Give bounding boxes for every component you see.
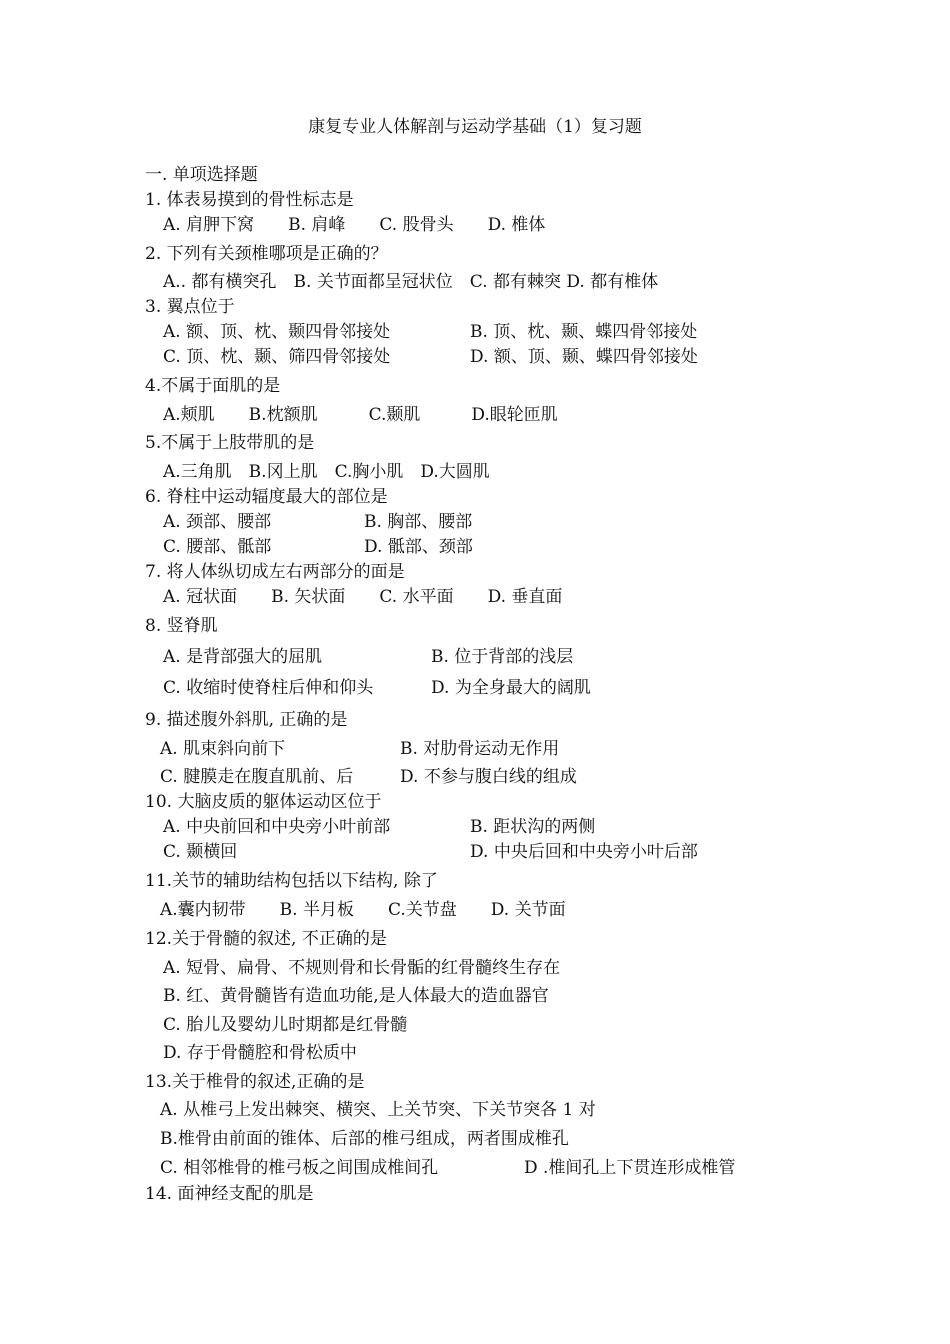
question-6-option-b: B. 胸部、腰部 [364, 512, 473, 532]
question-13-option-d: D .椎间孔上下贯连形成椎管 [524, 1158, 736, 1178]
question-8: 8. 竖脊肌 [145, 616, 218, 636]
question-10-option-d: D. 中央后回和中央旁小叶后部 [470, 842, 698, 862]
question-5: 5.不属于上肢带肌的是 [145, 433, 315, 453]
question-7: 7. 将人体纵切成左右两部分的面是 [145, 562, 405, 582]
question-14: 14. 面神经支配的肌是 [145, 1184, 314, 1204]
question-10-option-c: C. 颞横回 [163, 842, 238, 862]
question-6: 6. 脊柱中运动辐度最大的部位是 [145, 487, 388, 507]
question-12-option-b: B. 红、黄骨髓皆有造血功能,是人体最大的造血器官 [163, 986, 549, 1006]
question-13-option-c: C. 相邻椎骨的椎弓板之间围成椎间孔 [160, 1158, 439, 1178]
question-8-option-c: C. 收缩时使脊柱后伸和仰头 [163, 678, 374, 698]
question-9-option-b: B. 对肋骨运动无作用 [400, 739, 560, 759]
question-5-options: A.三角肌 B.冈上肌 C.胸小肌 D.大圆肌 [163, 462, 490, 482]
question-2-options: A.. 都有横突孔 B. 关节面都呈冠状位 C. 都有棘突 D. 都有椎体 [163, 272, 659, 292]
question-9-option-d: D. 不参与腹白线的组成 [400, 767, 577, 787]
question-11: 11.关节的辅助结构包括以下结构, 除了 [145, 871, 438, 891]
section-heading: 一. 单项选择题 [145, 165, 258, 185]
question-8-option-a: A. 是背部强大的屈肌 [163, 647, 323, 667]
question-7-options: A. 冠状面 B. 矢状面 C. 水平面 D. 垂直面 [163, 587, 563, 607]
question-6-option-c: C. 腰部、骶部 [163, 537, 272, 557]
page-title: 康复专业人体解剖与运动学基础（1）复习题 [308, 117, 642, 137]
question-3-option-d: D. 额、顶、颞、蝶四骨邻接处 [470, 347, 698, 367]
question-6-option-d: D. 骶部、颈部 [364, 537, 473, 557]
question-12-option-c: C. 胎儿及婴幼儿时期都是红骨髓 [163, 1015, 408, 1035]
question-2: 2. 下列有关颈椎哪项是正确的？ [145, 244, 388, 264]
question-11-options: A.囊内韧带 B. 半月板 C.关节盘 D. 关节面 [160, 900, 566, 920]
question-8-option-b: B. 位于背部的浅层 [431, 647, 574, 667]
question-3-option-a: A. 额、顶、枕、颞四骨邻接处 [163, 322, 391, 342]
question-9-option-c: C. 腱膜走在腹直肌前、后 [160, 767, 354, 787]
question-12-option-a: A. 短骨、扁骨、不规则骨和长骨骺的红骨髓终生存在 [163, 958, 561, 978]
question-13-option-a: A. 从椎弓上发出棘突、横突、上关节突、下关节突各 1 对 [160, 1100, 596, 1120]
question-10-option-a: A. 中央前回和中央旁小叶前部 [163, 817, 391, 837]
question-10: 10. 大脑皮质的躯体运动区位于 [145, 792, 382, 812]
question-6-option-a: A. 颈部、腰部 [163, 512, 272, 532]
question-10-option-b: B. 距状沟的两侧 [470, 817, 596, 837]
question-12-option-d: D. 存于骨髓腔和骨松质中 [163, 1043, 357, 1063]
question-9: 9. 描述腹外斜肌, 正确的是 [145, 710, 348, 730]
question-3-option-b: B. 顶、枕、颞、蝶四骨邻接处 [470, 322, 698, 342]
question-13-option-b: B.椎骨由前面的锥体、后部的椎弓组成，两者围成椎孔 [160, 1129, 569, 1149]
question-12: 12.关于骨髓的叙述, 不正确的是 [145, 929, 387, 949]
question-13: 13.关于椎骨的叙述,正确的是 [145, 1072, 365, 1092]
question-9-option-a: A. 肌束斜向前下 [160, 739, 286, 759]
question-4: 4.不属于面肌的是 [145, 376, 281, 396]
question-3: 3. 翼点位于 [145, 297, 235, 317]
question-1: 1. 体表易摸到的骨性标志是 [145, 190, 354, 210]
question-1-options: A. 肩胛下窝 B. 肩峰 C. 股骨头 D. 椎体 [163, 215, 546, 235]
question-8-option-d: D. 为全身最大的阔肌 [431, 678, 591, 698]
question-4-options: A.颊肌 B.枕额肌 C.颞肌 D.眼轮匝肌 [163, 405, 558, 425]
question-3-option-c: C. 顶、枕、颞、筛四骨邻接处 [163, 347, 391, 367]
